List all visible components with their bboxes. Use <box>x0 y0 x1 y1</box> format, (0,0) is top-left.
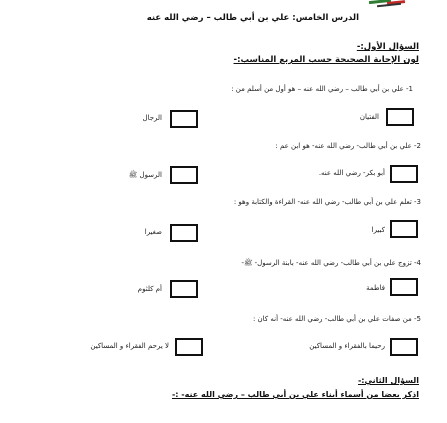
answer-box-4-left[interactable] <box>170 280 198 298</box>
option-5-left: لا يرحم الفقراء و المساكين <box>90 342 169 350</box>
answer-box-3-right[interactable] <box>390 220 418 238</box>
question1-title: السؤال الأول:- <box>356 42 419 52</box>
question-1-text: 1- علي بن أبي طالب – رضي الله عنه – هو أول من أسلم من : <box>231 85 413 93</box>
option-1-left: الرجال <box>142 114 162 122</box>
lesson-title: الدرس الخامس: علي بن أبي طالب – رضي الله عنه <box>146 13 359 23</box>
answer-box-1-right[interactable] <box>386 108 414 126</box>
option-4-left: أم كلثوم <box>137 285 162 293</box>
question2-title: السؤال الثاني:- <box>357 376 419 385</box>
question1-instruction: لون الإجابة الصحيحة حسب المربع المناسب:- <box>233 55 419 65</box>
question-4-text: 4- تزوج علي بن أبي طالب- رضي الله عنه- بابنة الرسول- ﷺ- <box>241 259 421 267</box>
option-3-right: كبيرا <box>371 226 385 234</box>
answer-box-1-left[interactable] <box>170 110 198 128</box>
question-3-text: 3- تعلم علي بن أبي طالب- رضي الله عنه- القراءة والكتابة وهو : <box>233 198 421 206</box>
option-2-left: الرسول ﷺ <box>128 171 162 179</box>
option-3-left: صغيرا <box>144 228 162 236</box>
answer-box-5-right[interactable] <box>390 338 418 356</box>
answer-box-3-left[interactable] <box>170 224 198 242</box>
option-2-right: أبو بكر- رضي الله عنه. <box>318 169 385 177</box>
question2-instruction: اذكر بعضا من أسماء أبناء علي بن أبي طالب – رضي الله عنه- :- <box>171 390 419 399</box>
question-5-text: 5- من صفات علي بن أبي طالب- رضي الله عنه- أنه كان : <box>252 315 421 323</box>
option-5-right: رحيما بالفقراء و المساكين <box>309 342 385 350</box>
answer-box-4-right[interactable] <box>390 278 418 296</box>
answer-box-2-right[interactable] <box>390 165 418 183</box>
answer-box-5-left[interactable] <box>175 338 203 356</box>
question-2-text: 2- علي بن أبي طالب- رضي الله عنه- هو ابن عم : <box>275 142 421 150</box>
answer-box-2-left[interactable] <box>170 166 198 184</box>
logo-icon <box>369 0 409 8</box>
option-1-right: الفتيان <box>359 113 379 121</box>
option-4-right: فاطمة <box>366 284 385 292</box>
